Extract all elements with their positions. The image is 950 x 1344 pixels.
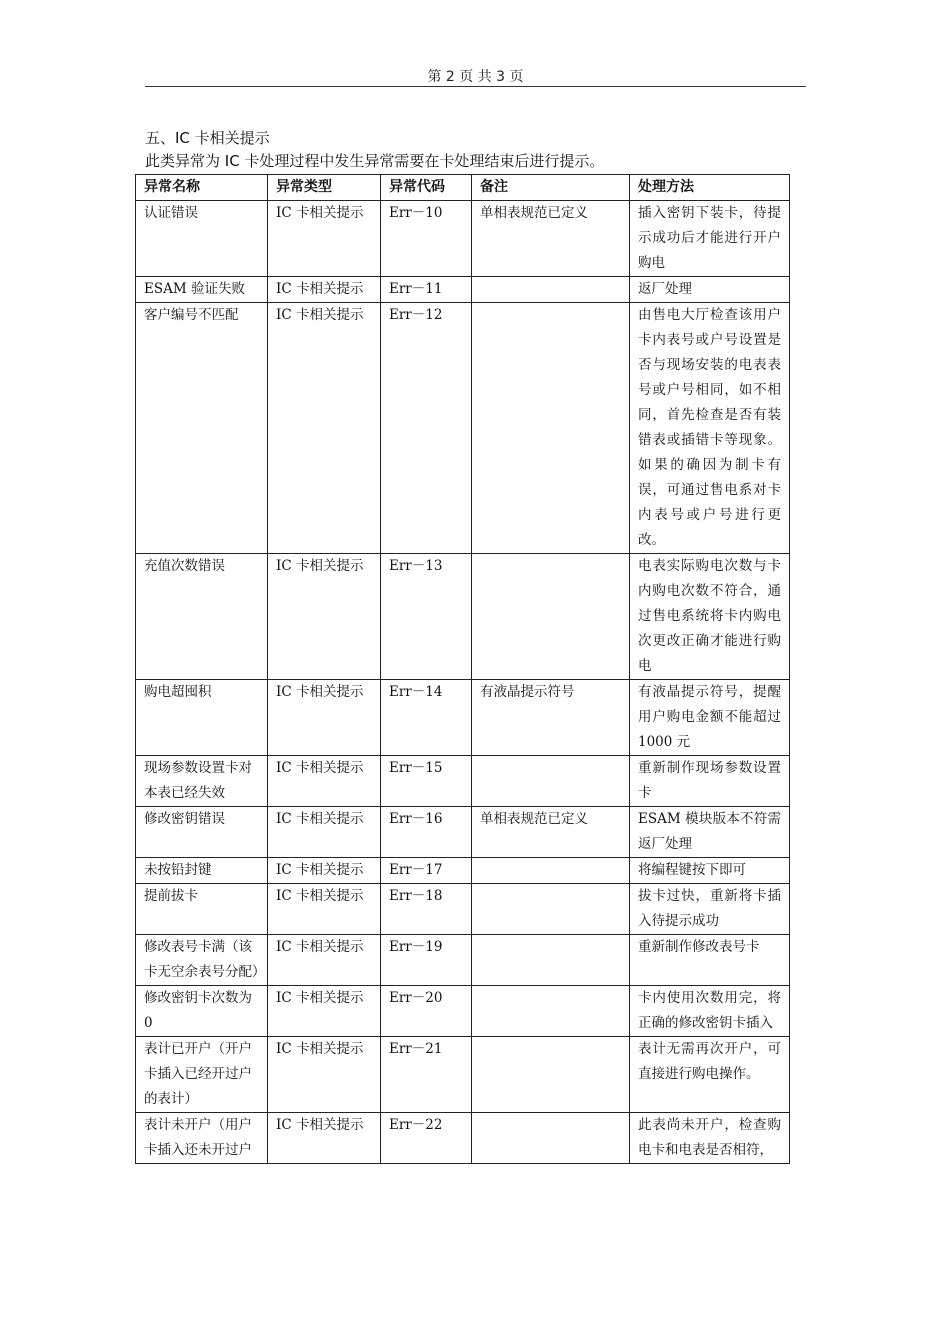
- cell-remark: [472, 1037, 630, 1113]
- cell-error-name: 客户编号不匹配: [136, 303, 268, 554]
- header-divider: [145, 86, 806, 87]
- cell-error-type: IC 卡相关提示: [268, 201, 381, 277]
- table-row: [136, 935, 790, 986]
- cell-error-type: IC 卡相关提示: [268, 1113, 381, 1164]
- cell-error-name: 修改密钥错误: [136, 807, 268, 858]
- cell-error-name: 表计未开户（用户卡插入还未开过户: [136, 1113, 268, 1164]
- cell-error-name: 修改表号卡满（该卡无空余表号分配）: [136, 935, 268, 986]
- table-row: [136, 884, 790, 935]
- cell-error-name: 修改密钥卡次数为 0: [136, 986, 268, 1037]
- table-header-row: [136, 175, 790, 201]
- cell-error-type: IC 卡相关提示: [268, 756, 381, 807]
- cell-error-code: Err－19: [381, 935, 472, 986]
- table-row: [136, 303, 790, 554]
- cell-method: 拔卡过快，重新将卡插入待提示成功: [630, 884, 790, 935]
- header-error-type: 异常类型: [268, 175, 381, 201]
- cell-error-type: IC 卡相关提示: [268, 277, 381, 303]
- section-intro: 此类异常为 IC 卡处理过程中发生异常需要在卡处理结束后进行提示。: [145, 152, 605, 170]
- table-row: [136, 858, 790, 884]
- table-row: [136, 756, 790, 807]
- header-error-code: 异常代码: [381, 175, 472, 201]
- cell-error-name: 现场参数设置卡对本表已经失效: [136, 756, 268, 807]
- cell-remark: 单相表规范已定义: [472, 201, 630, 277]
- cell-remark: 有液晶提示符号: [472, 680, 630, 756]
- cell-remark: [472, 884, 630, 935]
- table-row: [136, 807, 790, 858]
- page-header: 第 2 页 共 3 页: [427, 69, 524, 85]
- cell-error-code: Err－17: [381, 858, 472, 884]
- table-row: [136, 680, 790, 756]
- cell-error-type: IC 卡相关提示: [268, 884, 381, 935]
- error-table: [135, 174, 790, 1164]
- cell-method: 电表实际购电次数与卡内购电次数不符合，通过售电系统将卡内购电次更改正确才能进行购电: [630, 554, 790, 680]
- header-error-name: 异常名称: [136, 175, 268, 201]
- cell-remark: [472, 756, 630, 807]
- cell-method: 此表尚未开户，检查购电卡和电表是否相符，: [630, 1113, 790, 1164]
- cell-error-name: 认证错误: [136, 201, 268, 277]
- cell-method: 有液晶提示符号，提醒用户购电金额不能超过 1000 元: [630, 680, 790, 756]
- cell-method: 重新制作现场参数设置卡: [630, 756, 790, 807]
- cell-remark: [472, 303, 630, 554]
- cell-error-type: IC 卡相关提示: [268, 935, 381, 986]
- table-row: [136, 201, 790, 277]
- table-row: [136, 277, 790, 303]
- cell-remark: [472, 1113, 630, 1164]
- cell-error-type: IC 卡相关提示: [268, 807, 381, 858]
- cell-error-code: Err－10: [381, 201, 472, 277]
- cell-remark: [472, 935, 630, 986]
- cell-error-code: Err－21: [381, 1037, 472, 1113]
- table-row: [136, 1113, 790, 1164]
- cell-error-name: 未按铅封键: [136, 858, 268, 884]
- table-row: [136, 554, 790, 680]
- cell-error-type: IC 卡相关提示: [268, 554, 381, 680]
- cell-error-name: 充值次数错误: [136, 554, 268, 680]
- cell-error-type: IC 卡相关提示: [268, 1037, 381, 1113]
- cell-method: 返厂处理: [630, 277, 790, 303]
- cell-error-code: Err－14: [381, 680, 472, 756]
- cell-error-code: Err－15: [381, 756, 472, 807]
- cell-error-type: IC 卡相关提示: [268, 680, 381, 756]
- cell-method: ESAM 模块版本不符需返厂处理: [630, 807, 790, 858]
- cell-error-code: Err－20: [381, 986, 472, 1037]
- table-row: [136, 1037, 790, 1113]
- cell-remark: [472, 277, 630, 303]
- cell-error-name: ESAM 验证失败: [136, 277, 268, 303]
- cell-error-code: Err－16: [381, 807, 472, 858]
- cell-error-type: IC 卡相关提示: [268, 858, 381, 884]
- cell-method: 表计无需再次开户，可直接进行购电操作。: [630, 1037, 790, 1113]
- cell-error-code: Err－13: [381, 554, 472, 680]
- cell-error-code: Err－11: [381, 277, 472, 303]
- cell-method: 卡内使用次数用完，将正确的修改密钥卡插入: [630, 986, 790, 1037]
- cell-remark: 单相表规范已定义: [472, 807, 630, 858]
- cell-error-name: 提前拔卡: [136, 884, 268, 935]
- cell-error-name: 表计已开户（开户卡插入已经开过户的表计）: [136, 1037, 268, 1113]
- header-method: 处理方法: [630, 175, 790, 201]
- table-row: [136, 986, 790, 1037]
- cell-method: 由售电大厅检查该用户卡内表号或户号设置是否与现场安装的电表表号或户号相同，如不相同，首先检查是否有装错表或插错卡等现象。如果的确因为制卡有误，可通过售电系对卡内表号或户号进行更改。: [630, 303, 790, 554]
- cell-method: 插入密钥下装卡，待提示成功后才能进行开户购电: [630, 201, 790, 277]
- cell-error-type: IC 卡相关提示: [268, 986, 381, 1037]
- cell-error-code: Err－22: [381, 1113, 472, 1164]
- cell-remark: [472, 986, 630, 1037]
- cell-method: 将编程键按下即可: [630, 858, 790, 884]
- cell-method: 重新制作修改表号卡: [630, 935, 790, 986]
- cell-error-code: Err－12: [381, 303, 472, 554]
- cell-error-name: 购电超囤积: [136, 680, 268, 756]
- header-remark: 备注: [472, 175, 630, 201]
- section-title: 五、IC 卡相关提示: [145, 129, 270, 147]
- cell-remark: [472, 858, 630, 884]
- cell-error-code: Err－18: [381, 884, 472, 935]
- cell-error-type: IC 卡相关提示: [268, 303, 381, 554]
- cell-remark: [472, 554, 630, 680]
